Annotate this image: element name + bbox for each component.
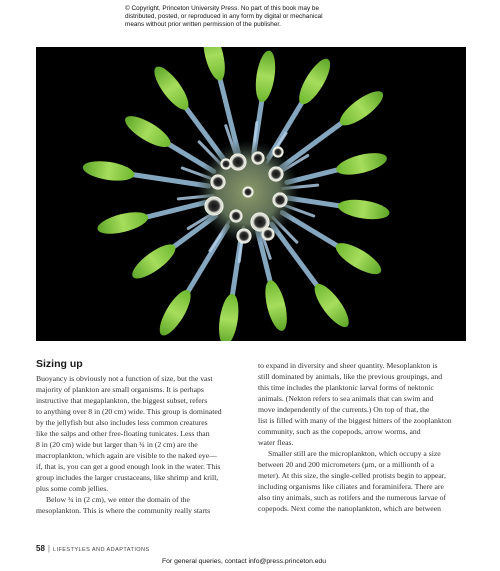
gas-bubble	[252, 152, 264, 164]
gas-bubble	[269, 167, 283, 181]
gas-bubble	[205, 197, 223, 215]
gas-bubble	[243, 187, 253, 197]
body-line: meter). At this size, the single-celled protists begin to appear,	[258, 471, 446, 480]
gas-bubble	[211, 175, 225, 189]
body-line: Buoyancy is obviously not a function of size, but the vast	[36, 374, 213, 383]
body-line: still dominated by animals, like the previous groupings, and	[258, 372, 443, 381]
gas-bubble	[273, 147, 283, 157]
organism-illustration	[36, 47, 466, 341]
tentacle-tip	[337, 197, 391, 223]
body-line: macroplankton, which again are visible to the naked eye—	[36, 451, 217, 460]
tentacle-tip	[332, 237, 386, 279]
tentacle-tip	[293, 55, 335, 109]
gas-bubble	[237, 229, 251, 243]
organism-photo	[36, 47, 466, 341]
body-line: instructive that megaplankton, the biggest subset, refers	[36, 396, 208, 405]
tentacle-tip	[95, 208, 150, 238]
tentacle-tip	[216, 292, 242, 341]
body-line: to expand in diversity and sheer quantity. Mesoplankton is	[258, 361, 438, 370]
tentacle-tip	[154, 286, 196, 340]
copyright-line: means without prior written permission of the publisher.	[125, 21, 281, 28]
section-title: LIFESTYLES AND ADAPTATIONS	[52, 547, 150, 553]
gas-bubble	[230, 154, 246, 170]
footer-separator: |	[47, 544, 50, 553]
body-line: community, such as the copepods, arrow worms, and	[258, 427, 421, 436]
body-line: like the salps and other free-floating tunicates. Less than	[36, 429, 210, 438]
body-line: this time includes the planktonic larval forms of nektonic	[258, 383, 434, 392]
body-line: including organisms like ciliates and foraminifera. There are	[258, 482, 444, 491]
page-footer	[36, 544, 150, 553]
body-line: animals. (Nekton refers to sea animals that can swim and	[258, 394, 434, 403]
body-line: group includes the larger crustaceans, like shrimp and krill,	[36, 473, 219, 482]
tentacle-tip	[82, 158, 136, 184]
tentacle-tip	[128, 239, 181, 284]
body-line: move independently of the currents.) On top of that, the	[258, 405, 430, 414]
tentacle-tip	[149, 62, 194, 115]
tentacle-tip	[199, 47, 229, 83]
copyright-line: © Copyright, Princeton University Press. No part of this book may be	[125, 5, 320, 12]
body-line: majority of plankton are small organisms. It is perhaps	[36, 385, 204, 394]
body-line: between 20 and 200 micrometers (μm, or a millionth of a	[258, 460, 434, 469]
tentacle-tip	[253, 49, 279, 103]
body-line: by the jellyfish but also includes less common creatures	[36, 418, 208, 427]
gas-bubble	[221, 159, 231, 169]
body-line: 8 in (20 cm) wide but larger than ¾ in (2 cm) are the	[36, 440, 198, 449]
body-line: Below ¾ in (2 cm), we enter the domain of the	[46, 495, 190, 504]
copyright-notice	[125, 5, 385, 29]
gas-bubble	[273, 193, 287, 207]
tentacle-tip	[335, 86, 388, 131]
copyright-line: distributed, posted, or reproduced in any form by digital or mechanical	[125, 13, 323, 20]
tentacle-tip	[309, 279, 354, 332]
body-line: if, that is, you can get a good enough look in the water. This	[36, 462, 221, 471]
tentacle-tip	[121, 110, 175, 152]
body-line: to anything over 8 in (20 cm) wide. This group is dominated	[36, 407, 222, 416]
body-line: plus some comb jellies.	[36, 484, 109, 493]
page-number: 58	[36, 544, 45, 553]
gas-bubble	[262, 228, 274, 240]
text-column-right	[258, 360, 464, 514]
contact-notice: For general queries, contact info@press.princeton.edu	[162, 558, 327, 565]
body-line: copepods. Next come the nanoplankton, which are between	[258, 504, 441, 513]
text-column-left	[36, 358, 242, 516]
body-line: Smaller still are the microplankton, which occupy a size	[268, 449, 441, 458]
body-line: also tiny animals, such as rotifers and the numerous larvae of	[258, 493, 447, 502]
tentacle-tip	[261, 278, 291, 333]
body-line: water fleas.	[258, 438, 294, 447]
body-line: list is filled with many of the biggest hitters of the zooplankton	[258, 416, 452, 425]
tentacle-tip	[334, 149, 389, 179]
gas-bubble	[230, 210, 242, 222]
section-heading: Sizing up	[36, 358, 83, 370]
body-line: mesoplankton. This is where the community really starts	[36, 506, 211, 515]
